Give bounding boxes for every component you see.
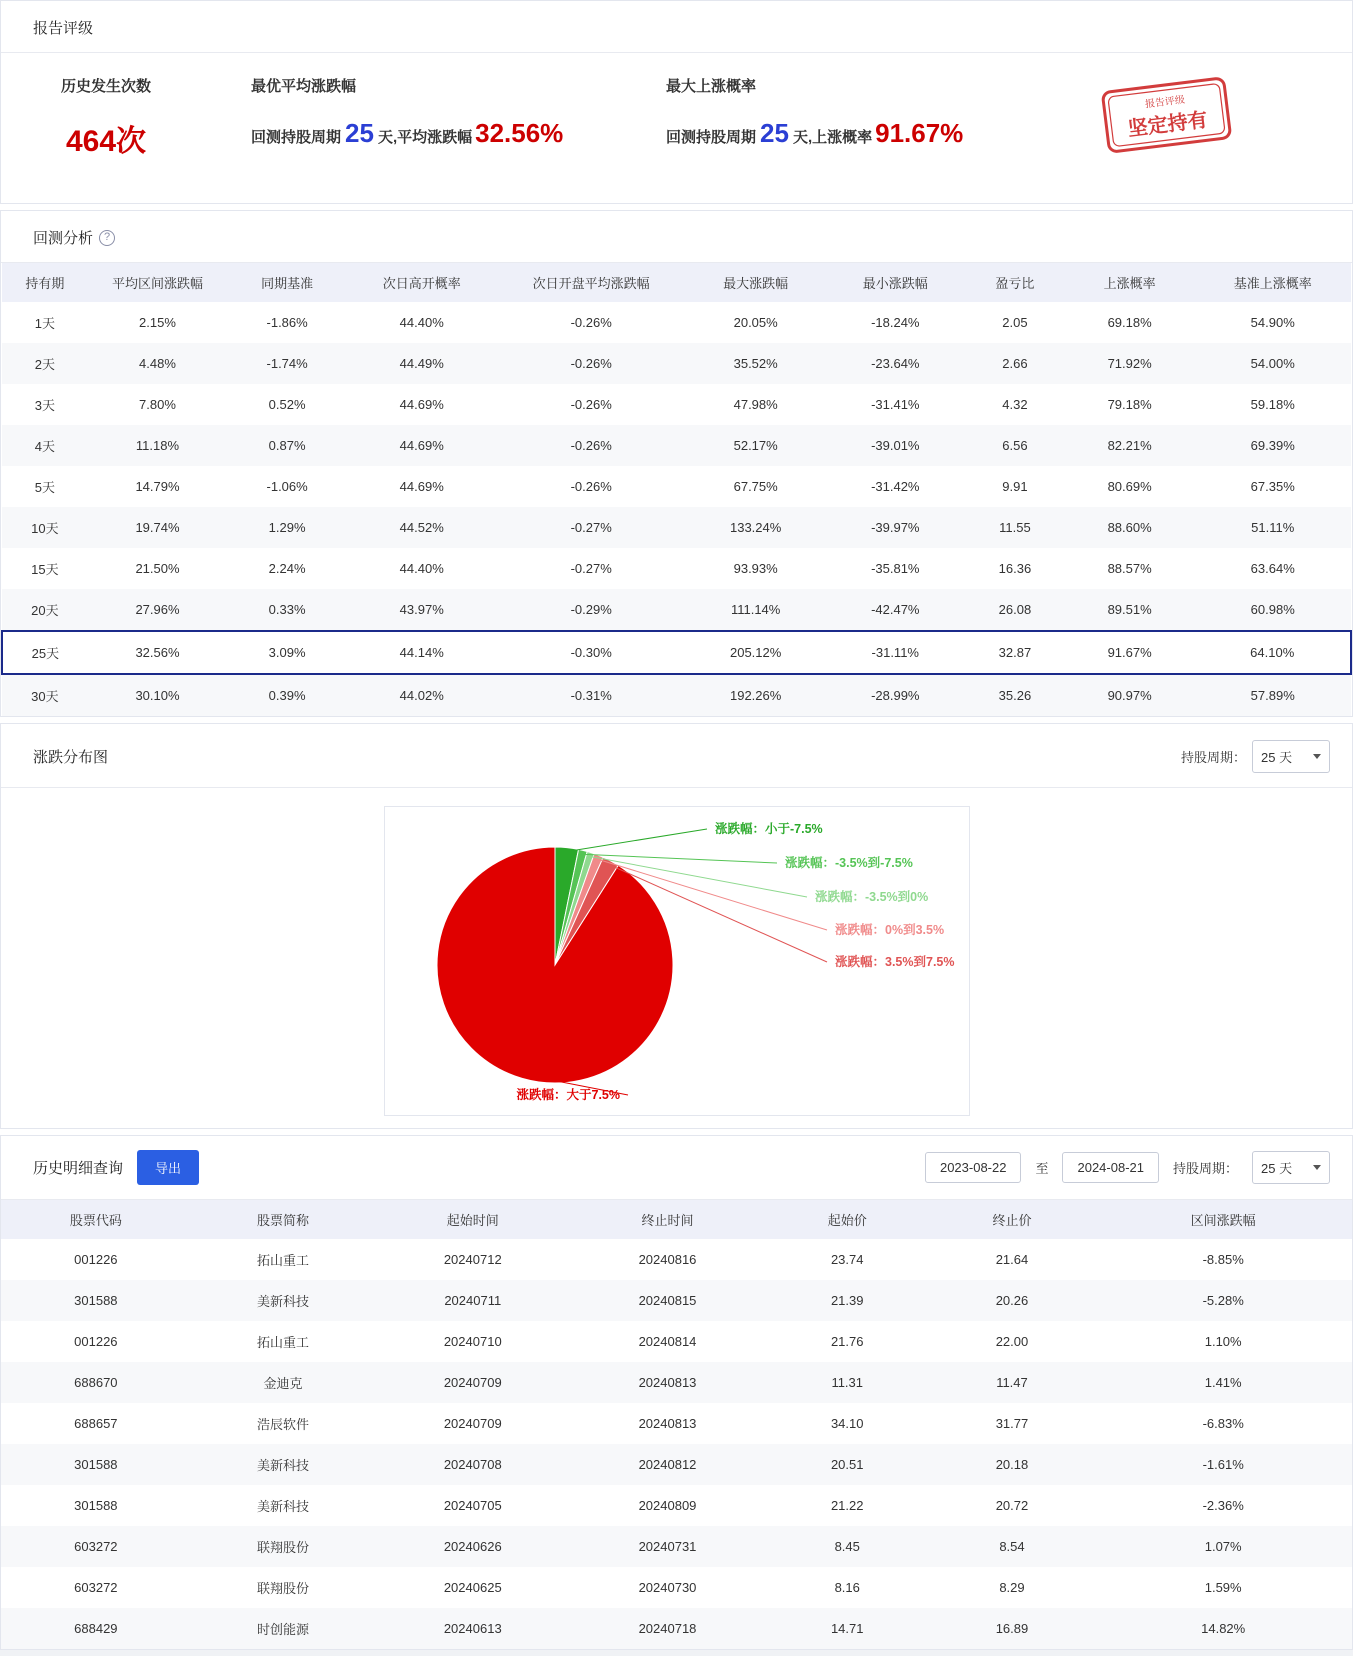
table-row[interactable] <box>1 1239 1352 1280</box>
table-cell: -0.26% <box>570 438 612 453</box>
table-cell: -0.31% <box>570 688 612 703</box>
max-prob-days: 25 <box>760 118 789 148</box>
table-cell: 2.24% <box>268 561 306 576</box>
end-date: 20240730 <box>638 1580 697 1595</box>
table-cell: -39.01% <box>871 438 920 453</box>
start-price: 11.31 <box>831 1375 864 1390</box>
table-cell: 44.52% <box>399 520 444 535</box>
distribution-period-control <box>1181 740 1330 773</box>
table-cell: 9.91 <box>1002 479 1028 494</box>
pie-slice-label: 涨跌幅：3.5%到7.5% <box>834 955 954 969</box>
table-cell: 25天 <box>2 631 88 674</box>
best-average-days: 25 <box>345 118 374 148</box>
stock-name-link[interactable]: 浩辰软件 <box>257 1417 310 1432</box>
table-cell: 30天 <box>31 689 59 704</box>
table-cell: 2天 <box>34 357 55 372</box>
pie-slice <box>437 847 673 1083</box>
backtest-head <box>2 263 1351 302</box>
best-average-prefix: 回测持股周期 <box>251 129 342 146</box>
table-cell: 0.52% <box>268 397 306 412</box>
table-cell: 44.49% <box>399 356 444 371</box>
table-cell: -31.41% <box>871 397 920 412</box>
table-cell: 10天 <box>31 521 59 536</box>
table-cell: -1.06% <box>266 479 308 494</box>
table-row[interactable] <box>2 302 1351 343</box>
pie-slice-label: 涨跌幅：小于-7.5% <box>714 822 823 836</box>
table-cell: 57.89% <box>1250 688 1295 703</box>
start-date: 20240712 <box>443 1252 502 1267</box>
end-date: 20240731 <box>638 1539 697 1554</box>
table-row[interactable] <box>1 1321 1352 1362</box>
table-cell: 44.40% <box>399 561 444 576</box>
pie-slice-label: 涨跌幅：-3.5%到0% <box>814 890 928 904</box>
backtest-table-wrap <box>1 263 1352 716</box>
end-price: 8.29 <box>999 1580 1025 1595</box>
backtest-title: 回测分析 <box>33 230 94 247</box>
table-cell: 21.50% <box>135 561 180 576</box>
table-cell: 79.18% <box>1107 397 1152 412</box>
start-date: 20240708 <box>443 1457 502 1472</box>
rating-body <box>1 53 1352 203</box>
table-cell: 14.79% <box>135 479 180 494</box>
table-cell: 90.97% <box>1107 688 1152 703</box>
table-row[interactable] <box>2 548 1351 589</box>
end-price: 20.26 <box>995 1293 1029 1308</box>
history-title: 历史明细查询 <box>33 1160 124 1177</box>
table-cell: 133.24% <box>729 520 782 535</box>
stock-code: 301588 <box>74 1293 118 1308</box>
table-cell: 15天 <box>31 562 59 577</box>
table-row[interactable] <box>2 589 1351 631</box>
backtest-body <box>2 302 1351 716</box>
stock-code: 688670 <box>74 1375 118 1390</box>
table-cell: 3天 <box>34 398 55 413</box>
table-cell: 5天 <box>34 480 55 495</box>
start-price: 21.22 <box>830 1498 864 1513</box>
col-benchmark: 同期基准 <box>227 263 347 302</box>
table-cell: 4.48% <box>139 356 176 371</box>
distribution-period-select[interactable] <box>1252 740 1330 773</box>
period-change: -2.36% <box>1202 1498 1244 1513</box>
table-cell: -0.26% <box>570 315 612 330</box>
table-cell: 63.64% <box>1250 561 1295 576</box>
table-cell: 54.90% <box>1250 315 1295 330</box>
end-price: 11.47 <box>996 1375 1028 1390</box>
table-cell: 91.67% <box>1065 631 1195 674</box>
table-cell: 44.02% <box>399 688 444 703</box>
table-cell: -31.11% <box>825 631 965 674</box>
chevron-down-icon <box>1313 1165 1321 1170</box>
period-change: -5.28% <box>1202 1293 1244 1308</box>
table-cell: -1.74% <box>266 356 308 371</box>
start-price: 8.45 <box>834 1539 860 1554</box>
pie-slice-label: 涨跌幅：-3.5%到-7.5% <box>784 856 913 870</box>
end-price: 20.72 <box>995 1498 1029 1513</box>
table-cell: 1天 <box>34 316 55 331</box>
start-price: 14.71 <box>830 1621 864 1636</box>
end-date: 20240718 <box>638 1621 697 1636</box>
backtest-table <box>1 263 1352 716</box>
table-cell: 88.57% <box>1107 561 1152 576</box>
chevron-down-icon <box>1313 754 1321 759</box>
period-change: -1.61% <box>1202 1457 1244 1472</box>
history-body <box>1 1239 1352 1649</box>
table-cell: 27.96% <box>135 602 180 617</box>
table-cell: 89.51% <box>1107 602 1152 617</box>
start-date: 20240613 <box>443 1621 502 1636</box>
end-date: 20240813 <box>638 1416 697 1431</box>
table-cell: -0.26% <box>570 356 612 371</box>
col-avg-change: 平均区间涨跌幅 <box>88 263 228 302</box>
table-cell: 11.18% <box>135 438 180 453</box>
table-row[interactable] <box>2 631 1351 674</box>
end-price: 22.00 <box>995 1334 1029 1349</box>
rating-occurrences <box>1 75 211 160</box>
table-row[interactable] <box>1 1608 1352 1649</box>
table-cell: 32.87 <box>965 631 1065 674</box>
table-cell: 64.10% <box>1194 631 1351 674</box>
date-separator: 至 <box>1035 1161 1049 1176</box>
table-cell: 6.56 <box>1002 438 1028 453</box>
col-benchmark-up: 基准上涨概率 <box>1194 263 1351 302</box>
stock-name-link[interactable]: 美新科技 <box>257 1499 310 1514</box>
table-cell: 19.74% <box>135 520 180 535</box>
table-cell: 69.18% <box>1107 315 1152 330</box>
rating-best-average <box>211 75 611 149</box>
history-head-row-wrap <box>1 1200 1352 1239</box>
table-cell: 71.92% <box>1107 356 1152 371</box>
start-price: 21.76 <box>830 1334 864 1349</box>
history-table <box>1 1200 1352 1649</box>
backtest-card <box>0 210 1353 717</box>
pie-callout-line <box>566 829 707 852</box>
table-cell: -0.27% <box>570 520 612 535</box>
max-prob-label: 最大上涨概率 <box>666 78 757 95</box>
table-cell: 35.52% <box>733 356 778 371</box>
hcol-code: 股票代码 <box>1 1200 191 1239</box>
table-cell: 80.69% <box>1107 479 1152 494</box>
table-cell: -42.47% <box>871 602 920 617</box>
distribution-head <box>1 724 1352 788</box>
start-price: 21.39 <box>830 1293 864 1308</box>
table-cell: 82.21% <box>1107 438 1152 453</box>
end-date: 20240813 <box>638 1375 697 1390</box>
distribution-title: 涨跌分布图 <box>33 749 109 766</box>
table-cell: -31.42% <box>871 479 920 494</box>
history-period-value: 25 天 <box>1261 1161 1293 1176</box>
stock-name-link[interactable]: 拓山重工 <box>257 1335 310 1350</box>
end-price: 16.89 <box>995 1621 1029 1636</box>
svg-text:报告评级: 报告评级 <box>1144 94 1186 111</box>
period-change: 1.07% <box>1204 1539 1242 1554</box>
table-cell: 2.15% <box>139 315 176 330</box>
history-period-label: 持股周期： <box>1172 1161 1238 1176</box>
table-cell: 60.98% <box>1250 602 1295 617</box>
period-change: 1.41% <box>1204 1375 1242 1390</box>
table-cell: 2.66 <box>1002 356 1028 371</box>
table-row[interactable] <box>1 1485 1352 1526</box>
table-cell: 93.93% <box>733 561 778 576</box>
rating-stamp-icon <box>1092 71 1242 167</box>
hcol-name: 股票简称 <box>191 1200 376 1239</box>
table-row[interactable] <box>2 674 1351 716</box>
table-row[interactable] <box>1 1403 1352 1444</box>
table-cell: -0.26% <box>570 397 612 412</box>
question-icon[interactable]: ? <box>99 230 115 246</box>
table-cell: -0.30% <box>497 631 686 674</box>
table-cell: 44.69% <box>399 479 444 494</box>
stock-name-link[interactable]: 金迪克 <box>263 1376 303 1391</box>
pie-slice-label: 涨跌幅：大于7.5% <box>516 1088 620 1102</box>
col-next-open-avg: 次日开盘平均涨跌幅 <box>497 263 686 302</box>
table-cell: 3.09% <box>227 631 347 674</box>
table-cell: 43.97% <box>399 602 444 617</box>
col-next-day-gap: 次日高开概率 <box>347 263 497 302</box>
table-row[interactable] <box>1 1567 1352 1608</box>
stock-name-link[interactable]: 拓山重工 <box>257 1253 310 1268</box>
hcol-start-date: 起始时间 <box>375 1200 570 1239</box>
stock-code: 301588 <box>74 1498 118 1513</box>
table-cell: 11.55 <box>999 520 1031 535</box>
table-row[interactable] <box>1 1526 1352 1567</box>
start-date: 20240709 <box>443 1416 502 1431</box>
end-price: 20.18 <box>995 1457 1029 1472</box>
table-cell: -18.24% <box>871 315 920 330</box>
start-date: 20240709 <box>443 1375 502 1390</box>
export-button[interactable]: 导出 <box>137 1150 199 1185</box>
table-cell: 26.08 <box>998 602 1032 617</box>
best-average-mid: 天,平均涨跌幅 <box>377 129 473 146</box>
table-cell: 1.29% <box>268 520 306 535</box>
date-to-input[interactable]: 2024-08-21 <box>1062 1152 1159 1183</box>
backtest-header-row <box>2 263 1351 302</box>
end-date: 20240809 <box>638 1498 697 1513</box>
table-cell: 51.11% <box>1251 520 1295 535</box>
start-date: 20240710 <box>443 1334 502 1349</box>
history-head <box>1 1136 1352 1200</box>
table-cell: 205.12% <box>686 631 826 674</box>
rating-card <box>0 0 1353 204</box>
table-cell: 44.40% <box>399 315 444 330</box>
start-date: 20240625 <box>443 1580 502 1595</box>
rating-title: 报告评级 <box>1 1 1352 53</box>
table-cell: 54.00% <box>1250 356 1295 371</box>
table-cell: -35.81% <box>871 561 920 576</box>
period-change: 1.59% <box>1204 1580 1242 1595</box>
table-cell: 69.39% <box>1250 438 1295 453</box>
distribution-period-label: 持股周期： <box>1180 750 1246 765</box>
table-cell: 0.33% <box>268 602 306 617</box>
table-cell: 4.32 <box>1002 397 1028 412</box>
stock-code: 301588 <box>74 1457 118 1472</box>
stock-code: 688657 <box>74 1416 118 1431</box>
hcol-end-price: 终止价 <box>930 1200 1095 1239</box>
table-cell: -0.29% <box>570 602 612 617</box>
table-cell: 44.14% <box>347 631 497 674</box>
col-profit-ratio: 盈亏比 <box>965 263 1065 302</box>
table-cell: -39.97% <box>871 520 920 535</box>
col-holding-period: 持有期 <box>2 263 88 302</box>
table-cell: 59.18% <box>1250 397 1295 412</box>
table-cell: 44.69% <box>399 397 444 412</box>
col-up-prob: 上涨概率 <box>1065 263 1195 302</box>
col-min-change: 最小涨跌幅 <box>825 263 965 302</box>
rating-max-prob <box>611 75 1011 149</box>
start-price: 34.10 <box>830 1416 864 1431</box>
distribution-period-value: 25 天 <box>1261 750 1293 765</box>
hcol-end-date: 终止时间 <box>570 1200 765 1239</box>
table-cell: 47.98% <box>733 397 778 412</box>
table-row[interactable] <box>2 507 1351 548</box>
start-price: 20.51 <box>830 1457 864 1472</box>
start-date: 20240705 <box>443 1498 502 1513</box>
table-cell: 0.87% <box>268 438 306 453</box>
pie-slice-label: 涨跌幅：0%到3.5% <box>834 923 944 937</box>
table-cell: 2.05 <box>1002 315 1028 330</box>
history-period-select[interactable] <box>1252 1151 1330 1184</box>
table-cell: 4天 <box>34 439 55 454</box>
distribution-card <box>0 723 1353 1129</box>
table-cell: 35.26 <box>998 688 1032 703</box>
table-cell: 20.05% <box>733 315 778 330</box>
table-row[interactable] <box>1 1280 1352 1321</box>
table-row[interactable] <box>2 343 1351 384</box>
table-cell: -0.26% <box>570 479 612 494</box>
max-prob-prefix: 回测持股周期 <box>666 129 757 146</box>
max-prob-value <box>666 118 1001 149</box>
table-cell: 7.80% <box>139 397 176 412</box>
period-change: 1.10% <box>1204 1334 1242 1349</box>
stock-code: 001226 <box>74 1252 118 1267</box>
period-change: 14.82% <box>1201 1621 1246 1636</box>
history-header-row <box>1 1200 1352 1239</box>
occurrences-value: 464次 <box>65 125 147 158</box>
stock-name-link[interactable]: 美新科技 <box>257 1294 310 1309</box>
best-average-pct: 32.56% <box>475 118 564 148</box>
stock-code: 001226 <box>74 1334 118 1349</box>
col-max-change: 最大涨跌幅 <box>686 263 826 302</box>
table-cell: 16.36 <box>998 561 1032 576</box>
stock-code: 688429 <box>74 1621 118 1636</box>
distribution-chart-area <box>1 788 1352 1128</box>
end-price: 31.77 <box>995 1416 1029 1431</box>
end-date: 20240814 <box>638 1334 697 1349</box>
table-row[interactable] <box>2 425 1351 466</box>
table-cell: 0.39% <box>268 688 306 703</box>
table-cell: -1.86% <box>266 315 308 330</box>
table-cell: 44.69% <box>399 438 444 453</box>
table-cell: 32.56% <box>88 631 228 674</box>
table-cell: -23.64% <box>871 356 920 371</box>
end-price: 21.64 <box>995 1252 1029 1267</box>
start-price: 23.74 <box>830 1252 864 1267</box>
backtest-title-bar <box>1 211 1352 263</box>
table-row[interactable] <box>1 1362 1352 1403</box>
max-prob-pct: 91.67% <box>875 118 964 148</box>
best-average-label: 最优平均涨跌幅 <box>251 78 357 95</box>
table-cell: 52.17% <box>733 438 778 453</box>
table-cell: 67.35% <box>1250 479 1295 494</box>
stock-code: 603272 <box>74 1580 118 1595</box>
period-change: -6.83% <box>1202 1416 1244 1431</box>
table-cell: 67.75% <box>733 479 778 494</box>
occurrences-label: 历史发生次数 <box>60 78 151 95</box>
end-date: 20240812 <box>638 1457 697 1472</box>
end-price: 8.54 <box>999 1539 1025 1554</box>
stock-name-link[interactable]: 联翔股份 <box>257 1581 310 1596</box>
pie-chart <box>385 807 971 1115</box>
stock-name-link[interactable]: 美新科技 <box>257 1458 310 1473</box>
hcol-start-price: 起始价 <box>765 1200 930 1239</box>
start-date: 20240626 <box>443 1539 502 1554</box>
table-cell: 20天 <box>31 603 59 618</box>
table-cell: 88.60% <box>1107 520 1152 535</box>
start-price: 8.16 <box>834 1580 860 1595</box>
table-row[interactable] <box>2 466 1351 507</box>
stock-name-link[interactable]: 联翔股份 <box>257 1540 310 1555</box>
best-average-value <box>251 118 601 149</box>
table-row[interactable] <box>2 384 1351 425</box>
history-card <box>0 1135 1353 1650</box>
hcol-change: 区间涨跌幅 <box>1094 1200 1352 1239</box>
table-cell: 111.14% <box>730 602 781 617</box>
table-cell: -0.27% <box>570 561 612 576</box>
table-cell: -28.99% <box>871 688 920 703</box>
stock-code: 603272 <box>74 1539 118 1554</box>
max-prob-mid: 天,上涨概率 <box>792 129 873 146</box>
start-date: 20240711 <box>444 1293 502 1308</box>
period-change: -8.85% <box>1202 1252 1244 1267</box>
svg-text:坚定持有: 坚定持有 <box>1126 109 1209 141</box>
table-cell: 192.26% <box>729 688 782 703</box>
stock-name-link[interactable]: 时创能源 <box>257 1622 310 1637</box>
end-date: 20240815 <box>638 1293 697 1308</box>
date-from-input[interactable]: 2023-08-22 <box>925 1152 1022 1183</box>
table-row[interactable] <box>1 1444 1352 1485</box>
table-cell: 30.10% <box>135 688 180 703</box>
pie-chart-frame <box>384 806 970 1116</box>
end-date: 20240816 <box>638 1252 697 1267</box>
